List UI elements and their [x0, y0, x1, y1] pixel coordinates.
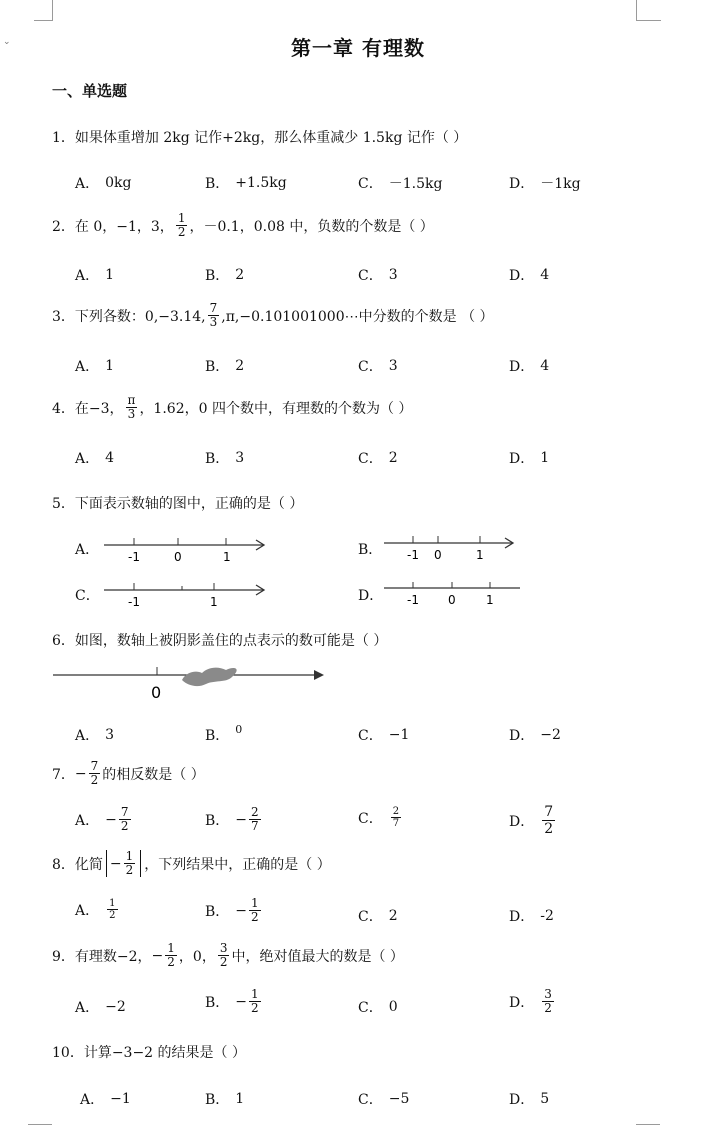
question-8: 8．化简 − $\frac{1}{2}$ ，下列结果中，正确的是（ ） [52, 849, 331, 877]
q3-option-c: C． 3 [358, 358, 398, 375]
q10-option-a: A． −1 [80, 1091, 131, 1108]
question-10: 10．计算−3−2 的结果是（ ） [52, 1045, 246, 1061]
q7-option-c: C． $\frac{2}{7}$ [358, 806, 400, 829]
q6-option-d: D． −2 [509, 727, 561, 744]
fraction: $\frac{\pi}{3}$ [127, 393, 136, 421]
tick-label: 0 [174, 550, 182, 564]
q6-option-b: B． 0 [205, 722, 243, 744]
q3-option-d: D． 4 [509, 358, 550, 375]
question-2: 2．在 0，−1，3， $\frac{1}{2}$ ，－0.1，0.08 中，负数的个数是（ ） [52, 211, 434, 239]
q6-number-line-figure [50, 658, 330, 706]
tick-label: 1 [476, 548, 484, 562]
question-6: 6．如图，数轴上被阴影盖住的点表示的数可能是（ ） [52, 633, 388, 649]
page-corner-mark [636, 1124, 660, 1129]
q8-option-d: D． -2 [509, 908, 554, 925]
tick-label: 0 [448, 593, 456, 607]
q4-option-d: D． 1 [509, 450, 550, 467]
question-4: 4．在−3， $\frac{\pi}{3}$ ，1.62，0 四个数中，有理数的个数为（ ） [52, 393, 413, 421]
q10-option-d: D． 5 [509, 1091, 550, 1108]
question-5: 5．下面表示数轴的图中，正确的是（ ） [52, 496, 304, 512]
q10-option-b: B． 1 [205, 1091, 245, 1108]
q5-option-d: D． [358, 588, 384, 604]
q5-number-line-a [98, 533, 273, 567]
q7-option-d: D． $\frac{7}{2}$ [509, 804, 554, 837]
q2-option-b: B． 2 [205, 267, 245, 284]
q8-option-a: A． $\frac{1}{2}$ [75, 898, 116, 921]
page-corner-mark [636, 0, 661, 21]
q9-option-b: B． − $\frac{1}{2}$ [205, 987, 259, 1015]
q2-option-a: A． 1 [75, 267, 115, 284]
shadow-blob [182, 668, 237, 686]
page-corner-mark [34, 0, 53, 21]
tick-label: 1 [486, 593, 494, 607]
page-title: 第一章 有理数 [291, 36, 425, 60]
q3-option-b: B． 2 [205, 358, 245, 375]
tick-label: -1 [407, 593, 419, 607]
q5-option-c: C． [75, 588, 100, 604]
origin-label: 0 [151, 683, 162, 702]
tick-label: 1 [223, 550, 231, 564]
q1-option-a: A． 0kg [75, 175, 132, 192]
q1-option-d: D． －1kg [509, 176, 581, 192]
q8-option-c: C． 2 [358, 908, 398, 925]
q2-option-c: C． 3 [358, 267, 398, 284]
q7-option-a: A． − $\frac{7}{2}$ [75, 805, 129, 833]
question-3: 3．下列各数：0,−3.14, $\frac{7}{3}$ ,π,−0.101001000⋯中分数的个数是 （ ） [52, 301, 494, 329]
q1-option-b: B． +1.5kg [205, 175, 287, 192]
q6-option-a: A． 3 [75, 727, 115, 744]
fraction: $\frac{1}{2}$ [167, 941, 175, 969]
q5-option-a: A． [75, 542, 100, 558]
question-9: 9．有理数−2， − $\frac{1}{2}$ ，0， $\frac{3}{2}$ 中，绝对值最大的数是（ ） [52, 941, 404, 969]
section-heading: 一、单选题 [52, 82, 128, 100]
tick-label: 0 [434, 548, 442, 562]
q5-number-line-b [380, 531, 520, 565]
fraction: $\frac{7}{3}$ [209, 301, 218, 329]
fraction: $\frac{7}{2}$ [90, 759, 99, 787]
page-corner-mark [28, 1124, 52, 1129]
q9-option-c: C． 0 [358, 999, 398, 1016]
q8-option-b: B． − $\frac{1}{2}$ [205, 896, 259, 924]
q5-option-b: B． [358, 542, 383, 558]
q6-option-c: C． −1 [358, 727, 410, 744]
question-1: 1．如果体重增加 2kg 记作+2kg，那么体重减少 1.5kg 记作（ ） [52, 130, 468, 146]
q10-option-c: C． −5 [358, 1091, 410, 1108]
tick-label: 1 [210, 595, 218, 609]
q5-number-line-d [380, 578, 525, 612]
fraction: $\frac{1}{2}$ [177, 211, 186, 239]
tick-label: -1 [128, 550, 140, 564]
margin-chevron-icon: ⌄ [3, 37, 11, 47]
q3-option-a: A． 1 [75, 358, 115, 375]
q5-number-line-c [98, 578, 273, 612]
q4-option-c: C． 2 [358, 450, 398, 467]
question-7: 7． − $\frac{7}{2}$ 的相反数是（ ） [52, 759, 205, 787]
q7-option-b: B． − $\frac{2}{7}$ [205, 805, 259, 833]
q9-option-a: A． −2 [75, 999, 126, 1016]
q2-option-d: D． 4 [509, 267, 550, 284]
fraction: $\frac{3}{2}$ [219, 941, 228, 969]
q4-option-a: A． 4 [75, 450, 115, 467]
q9-option-d: D． $\frac{3}{2}$ [509, 987, 552, 1015]
q4-option-b: B． 3 [205, 450, 245, 467]
q1-option-c: C． －1.5kg [358, 176, 443, 192]
tick-label: -1 [407, 548, 419, 562]
absolute-value: − $\frac{1}{2}$ [106, 850, 141, 877]
tick-label: -1 [128, 595, 140, 609]
